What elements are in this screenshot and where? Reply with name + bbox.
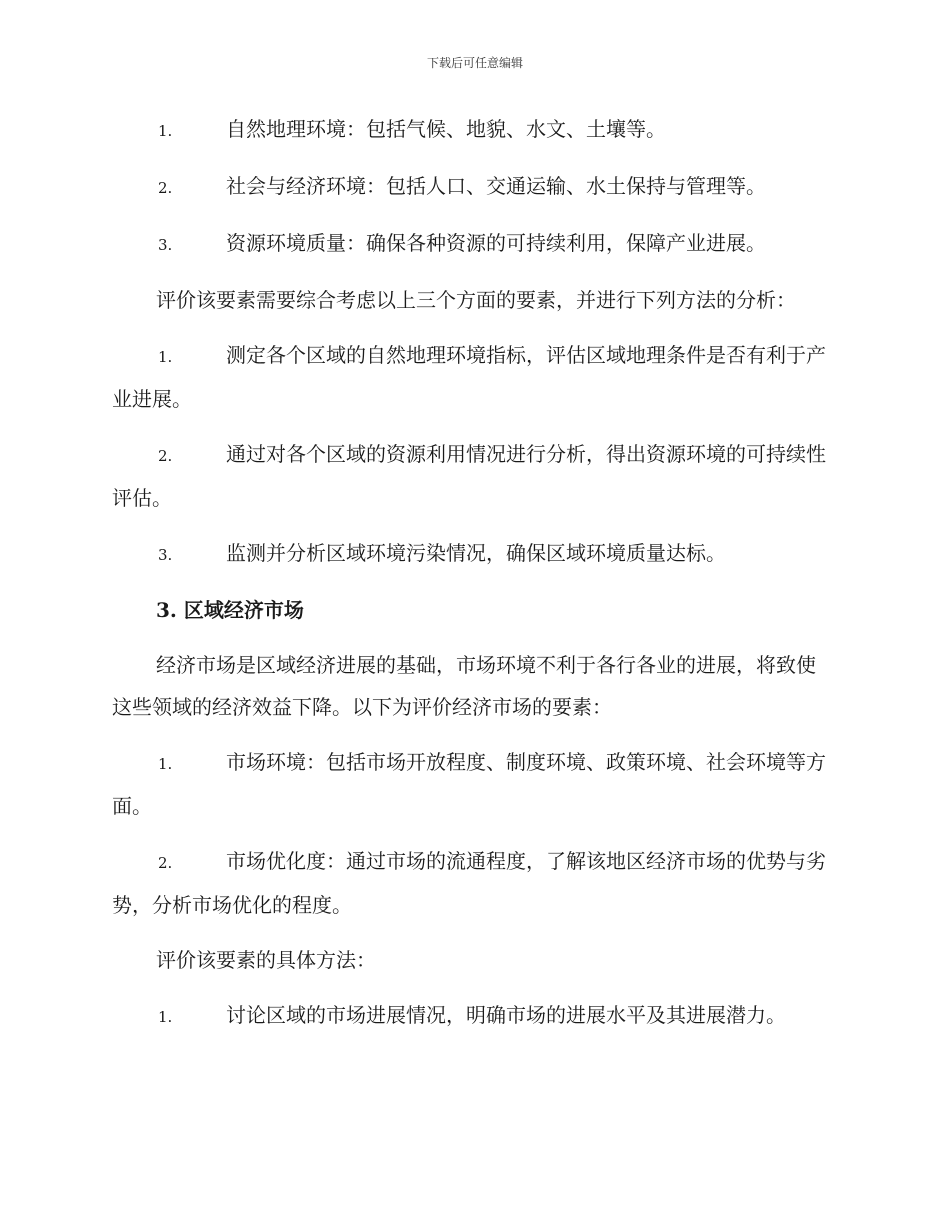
list-text: 自然地理环境：包括气候、地貌、水文、土壤等。 (226, 117, 666, 141)
page-header: 下载后可任意编辑 (426, 56, 523, 70)
list-text: 测定各个区域的自然地理环境指标，评估区域地理条件是否有利于产业进展。 (112, 343, 826, 411)
list-number: 1. (158, 1008, 173, 1026)
list-item (112, 108, 834, 152)
list-text: 讨论区域的市场进展情况，明确市场的进展水平及其进展潜力。 (226, 1003, 786, 1027)
list-item (112, 222, 834, 266)
list-item (112, 433, 834, 519)
list-number: 2. (158, 854, 173, 872)
list-number: 1. (158, 348, 173, 366)
list-text: 资源环境质量：确保各种资源的可持续利用，保障产业进展。 (226, 231, 766, 255)
list-item (112, 741, 834, 827)
list-number: 1. (158, 755, 173, 773)
list-number: 2. (158, 179, 173, 197)
list-text: 市场优化度：通过市场的流通程度，了解该地区经济市场的优势与劣势，分析市场优化的程度。 (112, 849, 826, 917)
paragraph: 评价该要素需要综合考虑以上三个方面的要素，并进行下列方法的分析： (156, 288, 796, 312)
paragraph: 评价该要素的具体方法： (156, 948, 376, 972)
list-item (112, 994, 834, 1038)
list-number: 1. (158, 122, 173, 140)
list-number: 3. (158, 236, 173, 254)
document-body (112, 108, 834, 1051)
list-item (112, 165, 834, 209)
list-item (112, 532, 834, 576)
list-text: 市场环境：包括市场开放程度、制度环境、政策环境、社会环境等方面。 (112, 750, 826, 818)
list-item (112, 840, 834, 926)
list-text: 通过对各个区域的资源利用情况进行分析，得出资源环境的可持续性评估。 (112, 442, 826, 510)
list-text: 社会与经济环境：包括人口、交通运输、水土保持与管理等。 (226, 174, 766, 198)
paragraph: 经济市场是区域经济进展的基础，市场环境不利于各行各业的进展，将致使这些领域的经济效益下降。以下为评价经济市场的要素： (112, 653, 816, 719)
list-number: 2. (158, 447, 173, 465)
list-number: 3. (158, 546, 173, 564)
list-item (112, 334, 834, 420)
list-text: 监测并分析区域环境污染情况，确保区域环境质量达标。 (226, 541, 726, 565)
section-heading: 3. 区域经济市场 (156, 598, 304, 622)
